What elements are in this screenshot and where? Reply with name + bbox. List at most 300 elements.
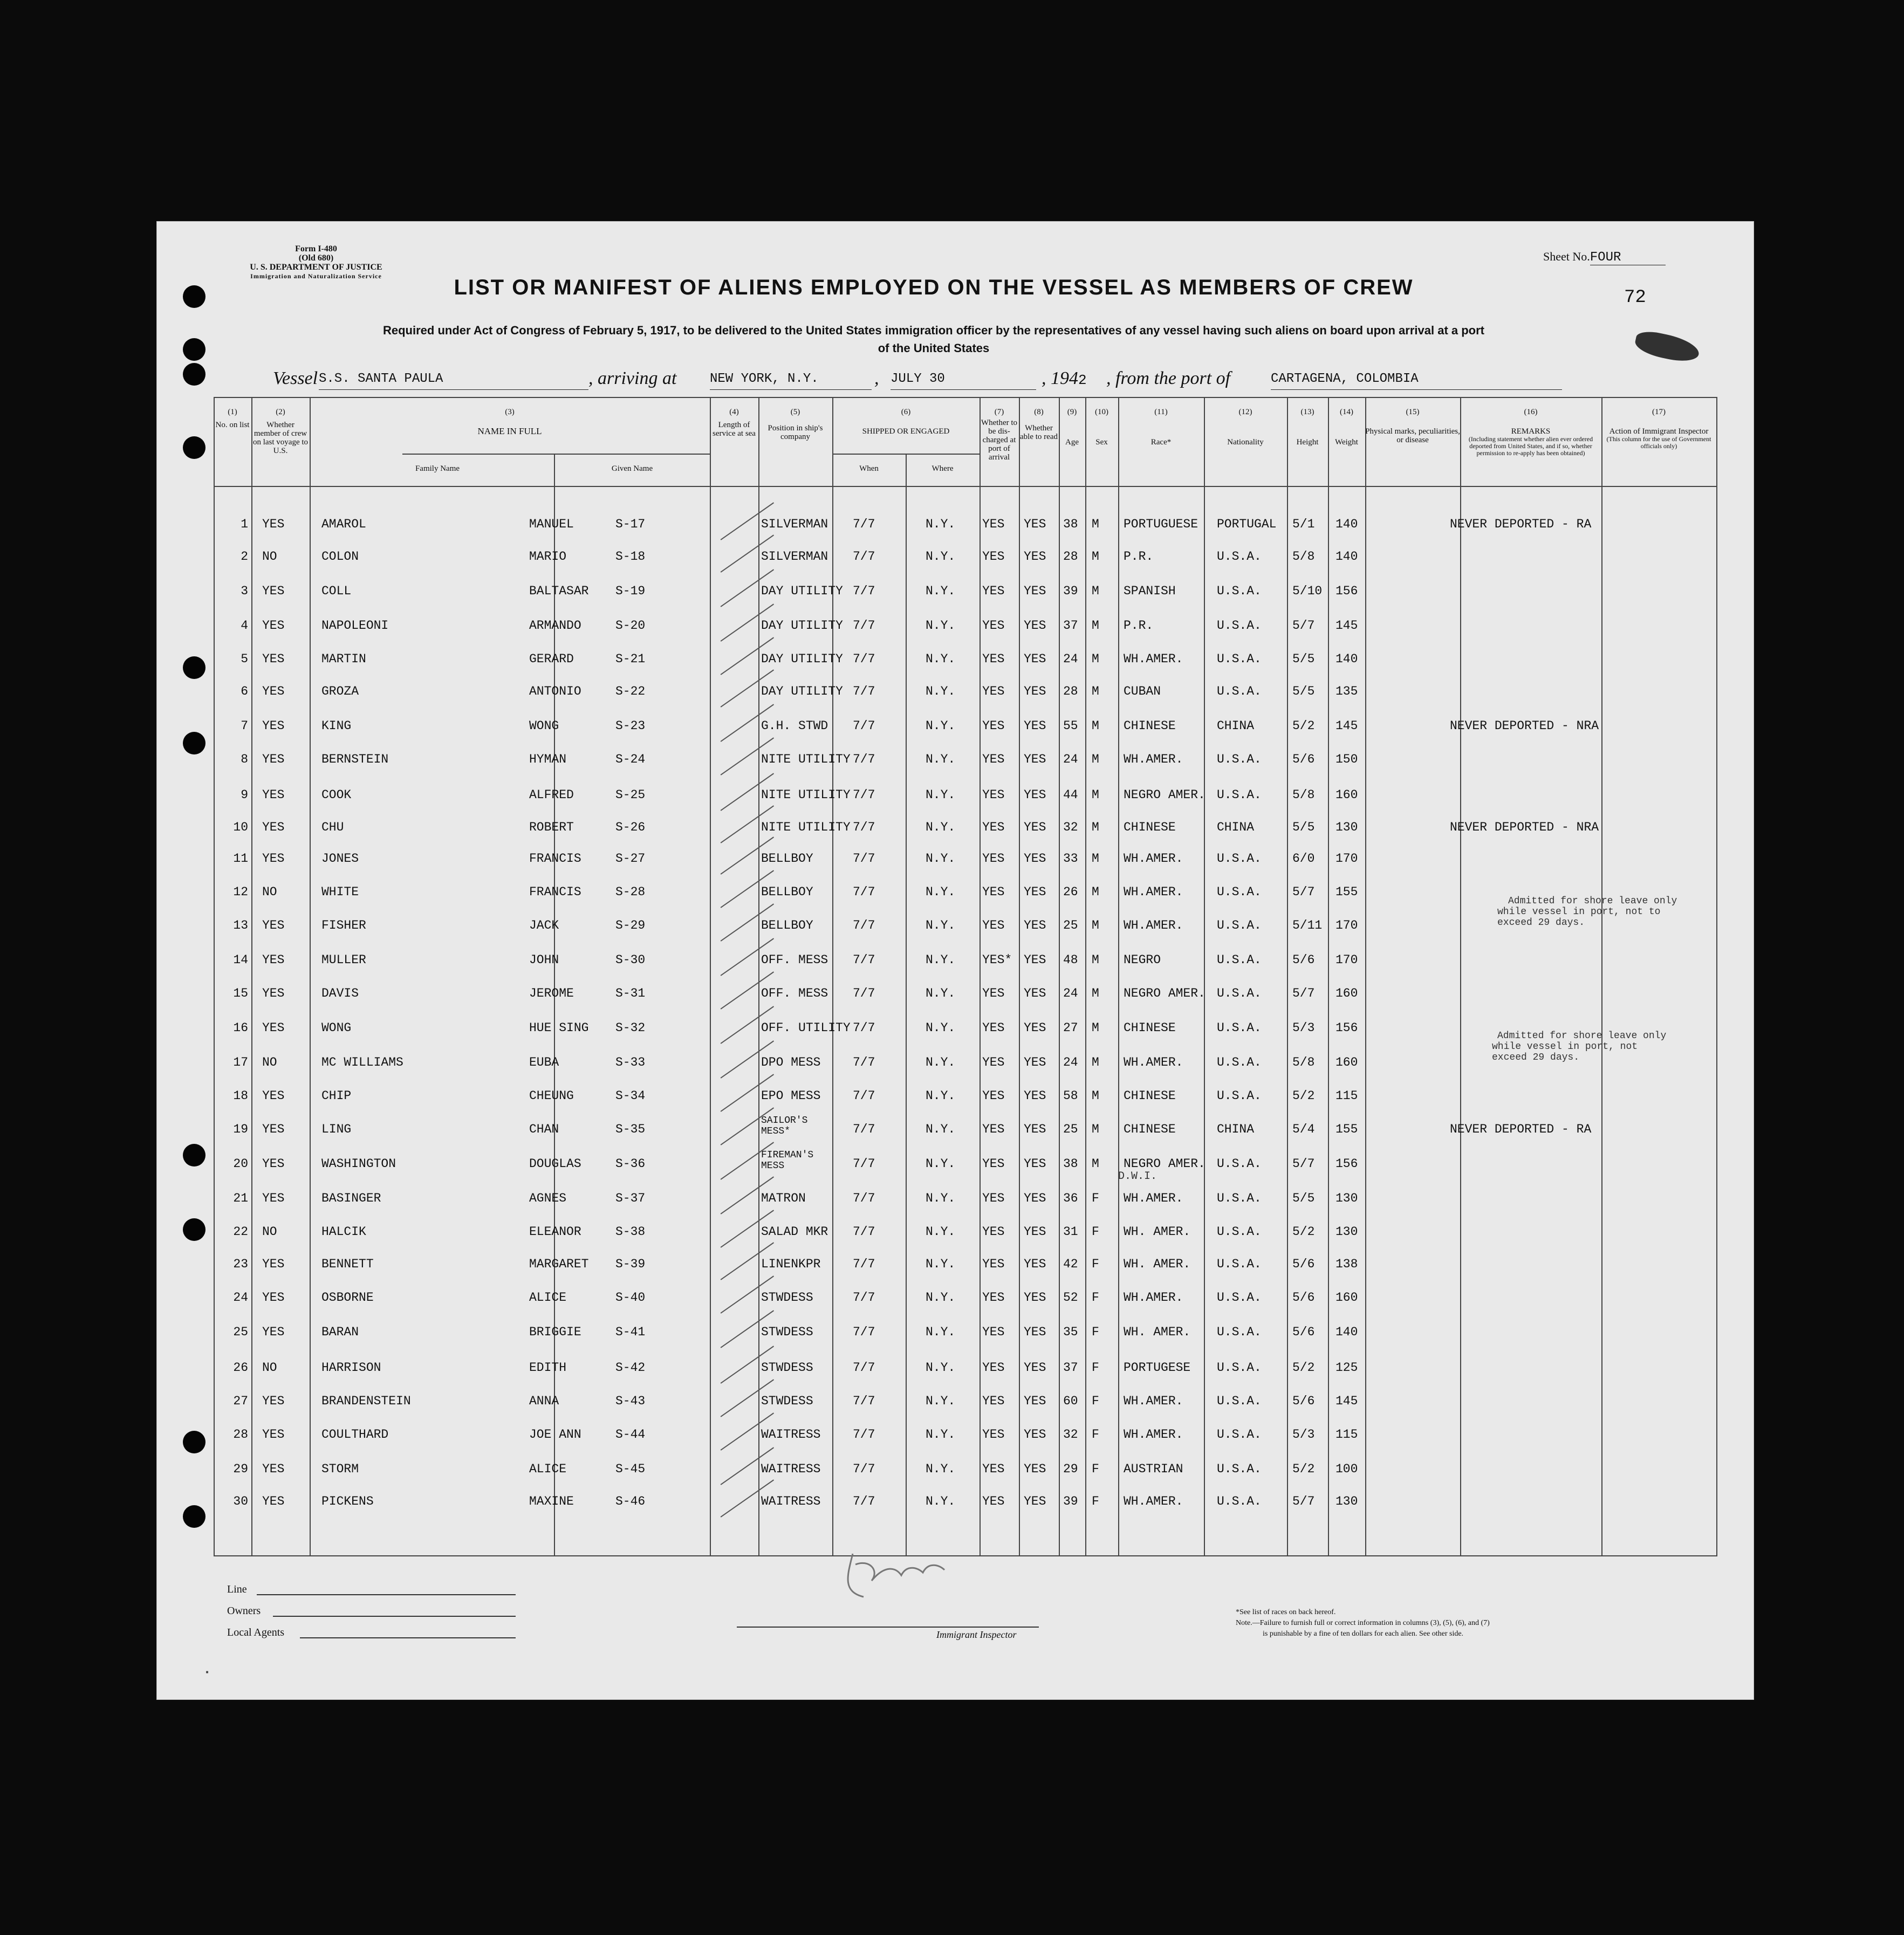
col-rule bbox=[832, 397, 833, 1556]
cell-sex: M bbox=[1092, 852, 1099, 866]
subtitle-line: Required under Act of Congress of February 5, 1917, to be delivered to the United States immigration officer by the representatives of any vessel having such aliens on board upon arrival at a port bbox=[382, 324, 1484, 337]
cell-weight: 115 bbox=[1335, 1089, 1358, 1103]
cell-family: COLON bbox=[321, 550, 359, 564]
cell-nat: U.S.A. bbox=[1217, 584, 1262, 598]
cell-when: 7/7 bbox=[853, 1257, 875, 1271]
col-number: (16) bbox=[1524, 408, 1538, 416]
cell-race: WH.AMER. bbox=[1124, 1494, 1183, 1508]
sheet-value: FOUR bbox=[1590, 250, 1666, 265]
col-rule bbox=[906, 454, 907, 1556]
cell-disch: YES bbox=[982, 1157, 1005, 1171]
cell-given: MARGARET bbox=[529, 1257, 589, 1271]
cell-when: 7/7 bbox=[853, 1157, 875, 1171]
year-prefix: 194 bbox=[1051, 368, 1078, 388]
cell-sex: M bbox=[1092, 820, 1099, 834]
cell-race: CHINESE bbox=[1124, 820, 1176, 834]
family-name-header: Family Name bbox=[415, 464, 460, 473]
cell-weight: 138 bbox=[1335, 1257, 1358, 1271]
cell-given: ALICE bbox=[529, 1291, 567, 1305]
cell-sid: S-19 bbox=[615, 584, 646, 598]
cell-weight: 130 bbox=[1335, 1191, 1358, 1205]
cell-family: COULTHARD bbox=[321, 1428, 389, 1442]
cell-disch: YES bbox=[982, 752, 1005, 766]
cell-given: ROBERT bbox=[529, 820, 574, 834]
cell-no: 22 bbox=[233, 1225, 248, 1239]
col-title: Whether able to read bbox=[1020, 424, 1058, 441]
col-title: Sex bbox=[1095, 438, 1108, 447]
cell-age: 25 bbox=[1063, 1122, 1078, 1136]
cell-given: DOUGLAS bbox=[529, 1157, 581, 1171]
inspector-label: Immigrant Inspector bbox=[936, 1629, 1017, 1640]
cell-nat: U.S.A. bbox=[1217, 684, 1262, 698]
cell-race: PORTUGESE bbox=[1124, 1361, 1191, 1375]
cell-where: N.Y. bbox=[926, 1157, 956, 1171]
cell-race: WH. AMER. bbox=[1124, 1225, 1191, 1239]
cell-nat: U.S.A. bbox=[1217, 1394, 1262, 1408]
cell-crew: YES bbox=[262, 918, 285, 932]
cell-age: 55 bbox=[1063, 719, 1078, 733]
cell-no: 7 bbox=[241, 719, 248, 733]
cell-weight: 145 bbox=[1335, 1394, 1358, 1408]
dwi-note: D.W.I. bbox=[1118, 1170, 1158, 1183]
cell-given: AGNES bbox=[529, 1191, 567, 1205]
col6-header bbox=[832, 408, 980, 436]
cell-where: N.Y. bbox=[926, 918, 956, 932]
cell-sex: M bbox=[1092, 1157, 1099, 1171]
cell-nat: U.S.A. bbox=[1217, 953, 1262, 967]
cell-read: YES bbox=[1024, 1361, 1046, 1375]
cell-where: N.Y. bbox=[926, 550, 956, 564]
cell-nat: U.S.A. bbox=[1217, 1494, 1262, 1508]
cell-given: ALFRED bbox=[529, 788, 574, 802]
cell-family: BARAN bbox=[321, 1325, 359, 1339]
cell-disch: YES bbox=[982, 1225, 1005, 1239]
cell-crew: NO bbox=[262, 1361, 277, 1375]
cell-age: 24 bbox=[1063, 1055, 1078, 1069]
cell-height: 5/4 bbox=[1292, 1122, 1315, 1136]
cell-no: 24 bbox=[233, 1291, 248, 1305]
cell-nat: U.S.A. bbox=[1217, 852, 1262, 866]
cell-sid: S-44 bbox=[615, 1428, 646, 1442]
cell-sex: M bbox=[1092, 619, 1099, 633]
cell-no: 4 bbox=[241, 619, 248, 633]
col-title: Nationality bbox=[1227, 438, 1264, 447]
cell-age: 39 bbox=[1063, 1494, 1078, 1508]
cell-crew: YES bbox=[262, 517, 285, 531]
cell-nat: U.S.A. bbox=[1217, 1225, 1262, 1239]
col-number: (2) bbox=[276, 408, 285, 416]
cell-sex: M bbox=[1092, 986, 1099, 1000]
cell-sid: S-22 bbox=[615, 684, 646, 698]
cell-given: MARIO bbox=[529, 550, 567, 564]
cell-sid: S-25 bbox=[615, 788, 646, 802]
cell-age: 33 bbox=[1063, 852, 1078, 866]
cell-nat: U.S.A. bbox=[1217, 1089, 1262, 1103]
col13-header bbox=[1287, 408, 1328, 447]
cell-read: YES bbox=[1024, 1494, 1046, 1508]
cell-read: YES bbox=[1024, 719, 1046, 733]
cell-disch: YES bbox=[982, 550, 1005, 564]
cell-crew: YES bbox=[262, 1291, 285, 1305]
cell-position: BELLBOY bbox=[761, 852, 813, 866]
cell-height: 5/6 bbox=[1292, 1394, 1315, 1408]
cell-weight: 155 bbox=[1335, 885, 1358, 899]
col4-header bbox=[710, 408, 758, 438]
col-title: Height bbox=[1296, 438, 1319, 447]
cell-position: SAILOR'S MESS* bbox=[761, 1115, 808, 1137]
cell-no: 23 bbox=[233, 1257, 248, 1271]
cell-race: WH.AMER. bbox=[1124, 652, 1183, 666]
cell-nat: U.S.A. bbox=[1217, 752, 1262, 766]
cell-nat: U.S.A. bbox=[1217, 1021, 1262, 1035]
cell-disch: YES bbox=[982, 852, 1005, 866]
cell-read: YES bbox=[1024, 684, 1046, 698]
cell-weight: 130 bbox=[1335, 820, 1358, 834]
cell-nat: PORTUGAL bbox=[1217, 517, 1277, 531]
cell-given: FRANCIS bbox=[529, 885, 581, 899]
cell-family: FISHER bbox=[321, 918, 366, 932]
cell-weight: 140 bbox=[1335, 517, 1358, 531]
cell-given: GERARD bbox=[529, 652, 574, 666]
cell-crew: YES bbox=[262, 684, 285, 698]
cell-where: N.Y. bbox=[926, 1225, 956, 1239]
cell-given: JOHN bbox=[529, 953, 559, 967]
cell-sex: M bbox=[1092, 953, 1099, 967]
header-bottom-rule bbox=[214, 486, 1716, 487]
cell-position: DPO MESS bbox=[761, 1055, 821, 1069]
cell-crew: NO bbox=[262, 550, 277, 564]
agents-blank bbox=[300, 1637, 516, 1638]
cell-race: WH.AMER. bbox=[1124, 1055, 1183, 1069]
cell-given: WONG bbox=[529, 719, 559, 733]
cell-disch: YES bbox=[982, 1291, 1005, 1305]
cell-age: 24 bbox=[1063, 986, 1078, 1000]
cell-sid: S-34 bbox=[615, 1089, 646, 1103]
cell-remarks: NEVER DEPORTED - NRA bbox=[1450, 820, 1599, 834]
cell-family: OSBORNE bbox=[321, 1291, 374, 1305]
cell-height: 5/7 bbox=[1292, 986, 1315, 1000]
cell-race: CUBAN bbox=[1124, 684, 1161, 698]
cell-age: 25 bbox=[1063, 918, 1078, 932]
col-number: (7) bbox=[994, 408, 1004, 416]
cell-where: N.Y. bbox=[926, 1191, 956, 1205]
punch-hole bbox=[183, 436, 206, 459]
when-header: When bbox=[859, 464, 879, 473]
col-title: No. on list bbox=[215, 421, 250, 429]
col-number: (1) bbox=[228, 408, 237, 416]
cell-height: 5/7 bbox=[1292, 1494, 1315, 1508]
cell-height: 5/2 bbox=[1292, 1462, 1315, 1476]
cell-family: CHIP bbox=[321, 1089, 352, 1103]
cell-crew: YES bbox=[262, 820, 285, 834]
cell-position: LINENKPR bbox=[761, 1257, 821, 1271]
cell-height: 5/2 bbox=[1292, 1361, 1315, 1375]
cell-when: 7/7 bbox=[853, 986, 875, 1000]
cell-weight: 160 bbox=[1335, 986, 1358, 1000]
cell-nat: U.S.A. bbox=[1217, 1462, 1262, 1476]
cell-crew: YES bbox=[262, 719, 285, 733]
cell-height: 5/6 bbox=[1292, 1325, 1315, 1339]
cell-no: 16 bbox=[233, 1021, 248, 1035]
cell-no: 12 bbox=[233, 885, 248, 899]
cell-nat: U.S.A. bbox=[1217, 652, 1262, 666]
cell-given: BALTASAR bbox=[529, 584, 589, 598]
cell-age: 28 bbox=[1063, 684, 1078, 698]
cell-weight: 156 bbox=[1335, 1157, 1358, 1171]
cell-given: ANTONIO bbox=[529, 684, 581, 698]
col11-header bbox=[1118, 408, 1204, 447]
cell-crew: YES bbox=[262, 1462, 285, 1476]
given-name-header: Given Name bbox=[611, 464, 653, 473]
sheet-label: Sheet No. bbox=[1543, 250, 1590, 263]
cell-race: P.R. bbox=[1124, 550, 1154, 564]
cell-sid: S-37 bbox=[615, 1191, 646, 1205]
cell-when: 7/7 bbox=[853, 1225, 875, 1239]
cell-sex: F bbox=[1092, 1361, 1099, 1375]
cell-weight: 135 bbox=[1335, 684, 1358, 698]
cell-position: STWDESS bbox=[761, 1325, 813, 1339]
cell-read: YES bbox=[1024, 1394, 1046, 1408]
col-title: NAME IN FULL bbox=[477, 426, 542, 436]
col9-header bbox=[1059, 408, 1085, 447]
punch-hole bbox=[183, 338, 206, 361]
cell-disch: YES bbox=[982, 1394, 1005, 1408]
cell-family: HALCIK bbox=[321, 1225, 366, 1239]
col17-header bbox=[1601, 408, 1716, 450]
cell-disch: YES bbox=[982, 1089, 1005, 1103]
cell-race: WH.AMER. bbox=[1124, 1394, 1183, 1408]
cell-disch: YES bbox=[982, 918, 1005, 932]
cell-position: FIREMAN'S MESS bbox=[761, 1150, 814, 1171]
cell-read: YES bbox=[1024, 1089, 1046, 1103]
cell-race: NEGRO AMER. bbox=[1124, 986, 1206, 1000]
cell-race: CHINESE bbox=[1124, 1021, 1176, 1035]
cell-read: YES bbox=[1024, 619, 1046, 633]
cell-where: N.Y. bbox=[926, 1462, 956, 1476]
cell-when: 7/7 bbox=[853, 1494, 875, 1508]
col-rule bbox=[1460, 397, 1461, 1556]
cell-read: YES bbox=[1024, 652, 1046, 666]
cell-family: BERNSTEIN bbox=[321, 752, 389, 766]
col-rule bbox=[1365, 397, 1366, 1556]
cell-no: 26 bbox=[233, 1361, 248, 1375]
cell-weight: 125 bbox=[1335, 1361, 1358, 1375]
shore-leave-note bbox=[1497, 896, 1677, 928]
cell-read: YES bbox=[1024, 1462, 1046, 1476]
cell-race: WH. AMER. bbox=[1124, 1325, 1191, 1339]
cell-sid: S-35 bbox=[615, 1122, 646, 1136]
cell-crew: YES bbox=[262, 1494, 285, 1508]
cell-disch: YES bbox=[982, 1494, 1005, 1508]
cell-position: OFF. MESS bbox=[761, 986, 828, 1000]
cell-crew: YES bbox=[262, 1021, 285, 1035]
cell-sex: M bbox=[1092, 652, 1099, 666]
cell-disch: YES bbox=[982, 885, 1005, 899]
cell-height: 5/5 bbox=[1292, 1191, 1315, 1205]
cell-sex: F bbox=[1092, 1257, 1099, 1271]
col-number: (13) bbox=[1300, 408, 1314, 416]
cell-given: BRIGGIE bbox=[529, 1325, 581, 1339]
punch-hole bbox=[183, 363, 206, 386]
cell-sex: M bbox=[1092, 550, 1099, 564]
cell-weight: 150 bbox=[1335, 752, 1358, 766]
cell-weight: 160 bbox=[1335, 1291, 1358, 1305]
cell-where: N.Y. bbox=[926, 1494, 956, 1508]
cell-given: HYMAN bbox=[529, 752, 567, 766]
cell-given: MAXINE bbox=[529, 1494, 574, 1508]
cell-read: YES bbox=[1024, 1225, 1046, 1239]
cell-nat: U.S.A. bbox=[1217, 1055, 1262, 1069]
cell-no: 5 bbox=[241, 652, 248, 666]
cell-nat: U.S.A. bbox=[1217, 1325, 1262, 1339]
cell-no: 25 bbox=[233, 1325, 248, 1339]
punch-hole bbox=[183, 1218, 206, 1241]
punch-hole bbox=[183, 1144, 206, 1167]
cell-read: YES bbox=[1024, 1428, 1046, 1442]
cell-sex: F bbox=[1092, 1225, 1099, 1239]
cell-sid: S-38 bbox=[615, 1225, 646, 1239]
cell-when: 7/7 bbox=[853, 1191, 875, 1205]
cell-where: N.Y. bbox=[926, 752, 956, 766]
cell-given: MANUEL bbox=[529, 517, 574, 531]
cell-where: N.Y. bbox=[926, 1325, 956, 1339]
cell-when: 7/7 bbox=[853, 1428, 875, 1442]
cell-weight: 140 bbox=[1335, 652, 1358, 666]
cell-nat: U.S.A. bbox=[1217, 1191, 1262, 1205]
col2-header bbox=[252, 408, 309, 455]
cell-disch: YES bbox=[982, 719, 1005, 733]
cell-when: 7/7 bbox=[853, 788, 875, 802]
cell-read: YES bbox=[1024, 1157, 1046, 1171]
cell-height: 5/10 bbox=[1292, 584, 1323, 598]
cell-where: N.Y. bbox=[926, 684, 956, 698]
cell-disch: YES bbox=[982, 1191, 1005, 1205]
cell-sex: M bbox=[1092, 684, 1099, 698]
col-rule bbox=[758, 397, 759, 1556]
cell-height: 5/11 bbox=[1292, 918, 1323, 932]
cell-position: STWDESS bbox=[761, 1394, 813, 1408]
cell-age: 32 bbox=[1063, 1428, 1078, 1442]
cell-sex: F bbox=[1092, 1494, 1099, 1508]
cell-when: 7/7 bbox=[853, 1291, 875, 1305]
cell-weight: 130 bbox=[1335, 1225, 1358, 1239]
cell-read: YES bbox=[1024, 1122, 1046, 1136]
cell-sex: M bbox=[1092, 885, 1099, 899]
cell-no: 3 bbox=[241, 584, 248, 598]
cell-family: BASINGER bbox=[321, 1191, 381, 1205]
cell-crew: YES bbox=[262, 1157, 285, 1171]
failure-note-cont: is punishable by a fine of ten dollars for each alien. See other side. bbox=[1263, 1630, 1464, 1638]
cell-race: NEGRO AMER. bbox=[1124, 1157, 1206, 1171]
col-title: SHIPPED OR ENGAGED bbox=[862, 427, 950, 436]
cell-family: LING bbox=[321, 1122, 352, 1136]
cell-race: CHINESE bbox=[1124, 1089, 1176, 1103]
cell-when: 7/7 bbox=[853, 1394, 875, 1408]
cell-read: YES bbox=[1024, 517, 1046, 531]
cell-race: WH. AMER. bbox=[1124, 1257, 1191, 1271]
printer-mark-icon: ■ bbox=[206, 1670, 209, 1675]
cell-position: DAY UTILITY bbox=[761, 684, 843, 698]
cell-disch: YES bbox=[982, 1462, 1005, 1476]
cell-given: ARMANDO bbox=[529, 619, 581, 633]
cell-age: 24 bbox=[1063, 752, 1078, 766]
cell-position: DAY UTILITY bbox=[761, 619, 843, 633]
punch-hole bbox=[183, 656, 206, 679]
col-rule bbox=[251, 397, 252, 1556]
col10-header bbox=[1085, 408, 1118, 447]
cell-height: 5/7 bbox=[1292, 619, 1315, 633]
cell-no: 28 bbox=[233, 1428, 248, 1442]
cell-given: FRANCIS bbox=[529, 852, 581, 866]
cell-no: 14 bbox=[233, 953, 248, 967]
cell-crew: NO bbox=[262, 1055, 277, 1069]
cell-family: BENNETT bbox=[321, 1257, 374, 1271]
cell-remarks: NEVER DEPORTED - NRA bbox=[1450, 719, 1599, 733]
line-blank bbox=[257, 1594, 516, 1595]
cell-disch: YES bbox=[982, 652, 1005, 666]
cell-nat: U.S.A. bbox=[1217, 885, 1262, 899]
col-rule bbox=[710, 397, 711, 1556]
arrival-year: , 1942 bbox=[1042, 368, 1087, 388]
col-number: (4) bbox=[729, 408, 739, 416]
cell-crew: YES bbox=[262, 752, 285, 766]
cell-position: G.H. STWD bbox=[761, 719, 828, 733]
shore-leave-note bbox=[1492, 1031, 1667, 1063]
cell-crew: YES bbox=[262, 1122, 285, 1136]
cell-sid: S-30 bbox=[615, 953, 646, 967]
col-rule bbox=[1118, 397, 1119, 1556]
cell-height: 5/7 bbox=[1292, 1157, 1315, 1171]
cell-family: BRANDENSTEIN bbox=[321, 1394, 411, 1408]
cell-disch: YES bbox=[982, 986, 1005, 1000]
vessel-name: S.S. SANTA PAULA bbox=[319, 372, 588, 390]
col7-header bbox=[980, 408, 1019, 462]
cell-position: BELLBOY bbox=[761, 918, 813, 932]
cell-where: N.Y. bbox=[926, 788, 956, 802]
cell-where: N.Y. bbox=[926, 1361, 956, 1375]
cell-race: P.R. bbox=[1124, 619, 1154, 633]
cell-sex: F bbox=[1092, 1291, 1099, 1305]
col-rule bbox=[1019, 397, 1020, 1556]
col-rule bbox=[1287, 397, 1288, 1556]
col-title: Whether member of crew on last voyage to U.S. bbox=[252, 421, 309, 455]
cell-height: 5/6 bbox=[1292, 953, 1315, 967]
note-line: while vessel in port, not bbox=[1492, 1041, 1638, 1052]
arriving-label: , arriving at bbox=[588, 368, 677, 388]
cell-where: N.Y. bbox=[926, 584, 956, 598]
subtitle-line: of the United States bbox=[878, 341, 990, 355]
cell-nat: U.S.A. bbox=[1217, 1291, 1262, 1305]
col-title: Race* bbox=[1150, 438, 1172, 447]
cell-sid: S-45 bbox=[615, 1462, 646, 1476]
name-subrule bbox=[402, 454, 710, 455]
col-number: (11) bbox=[1154, 408, 1168, 416]
cell-sid: S-26 bbox=[615, 820, 646, 834]
cell-weight: 145 bbox=[1335, 719, 1358, 733]
cell-family: WHITE bbox=[321, 885, 359, 899]
cell-read: YES bbox=[1024, 1291, 1046, 1305]
cell-read: YES bbox=[1024, 1325, 1046, 1339]
cell-race: WH.AMER. bbox=[1124, 852, 1183, 866]
col-rule bbox=[214, 397, 215, 1556]
cell-age: 37 bbox=[1063, 1361, 1078, 1375]
cell-height: 5/2 bbox=[1292, 719, 1315, 733]
crew-table bbox=[214, 397, 1716, 1556]
col-rule bbox=[1204, 397, 1205, 1556]
cell-crew: YES bbox=[262, 953, 285, 967]
from-port: CARTAGENA, COLOMBIA bbox=[1271, 372, 1562, 390]
col-number: (15) bbox=[1406, 408, 1420, 416]
